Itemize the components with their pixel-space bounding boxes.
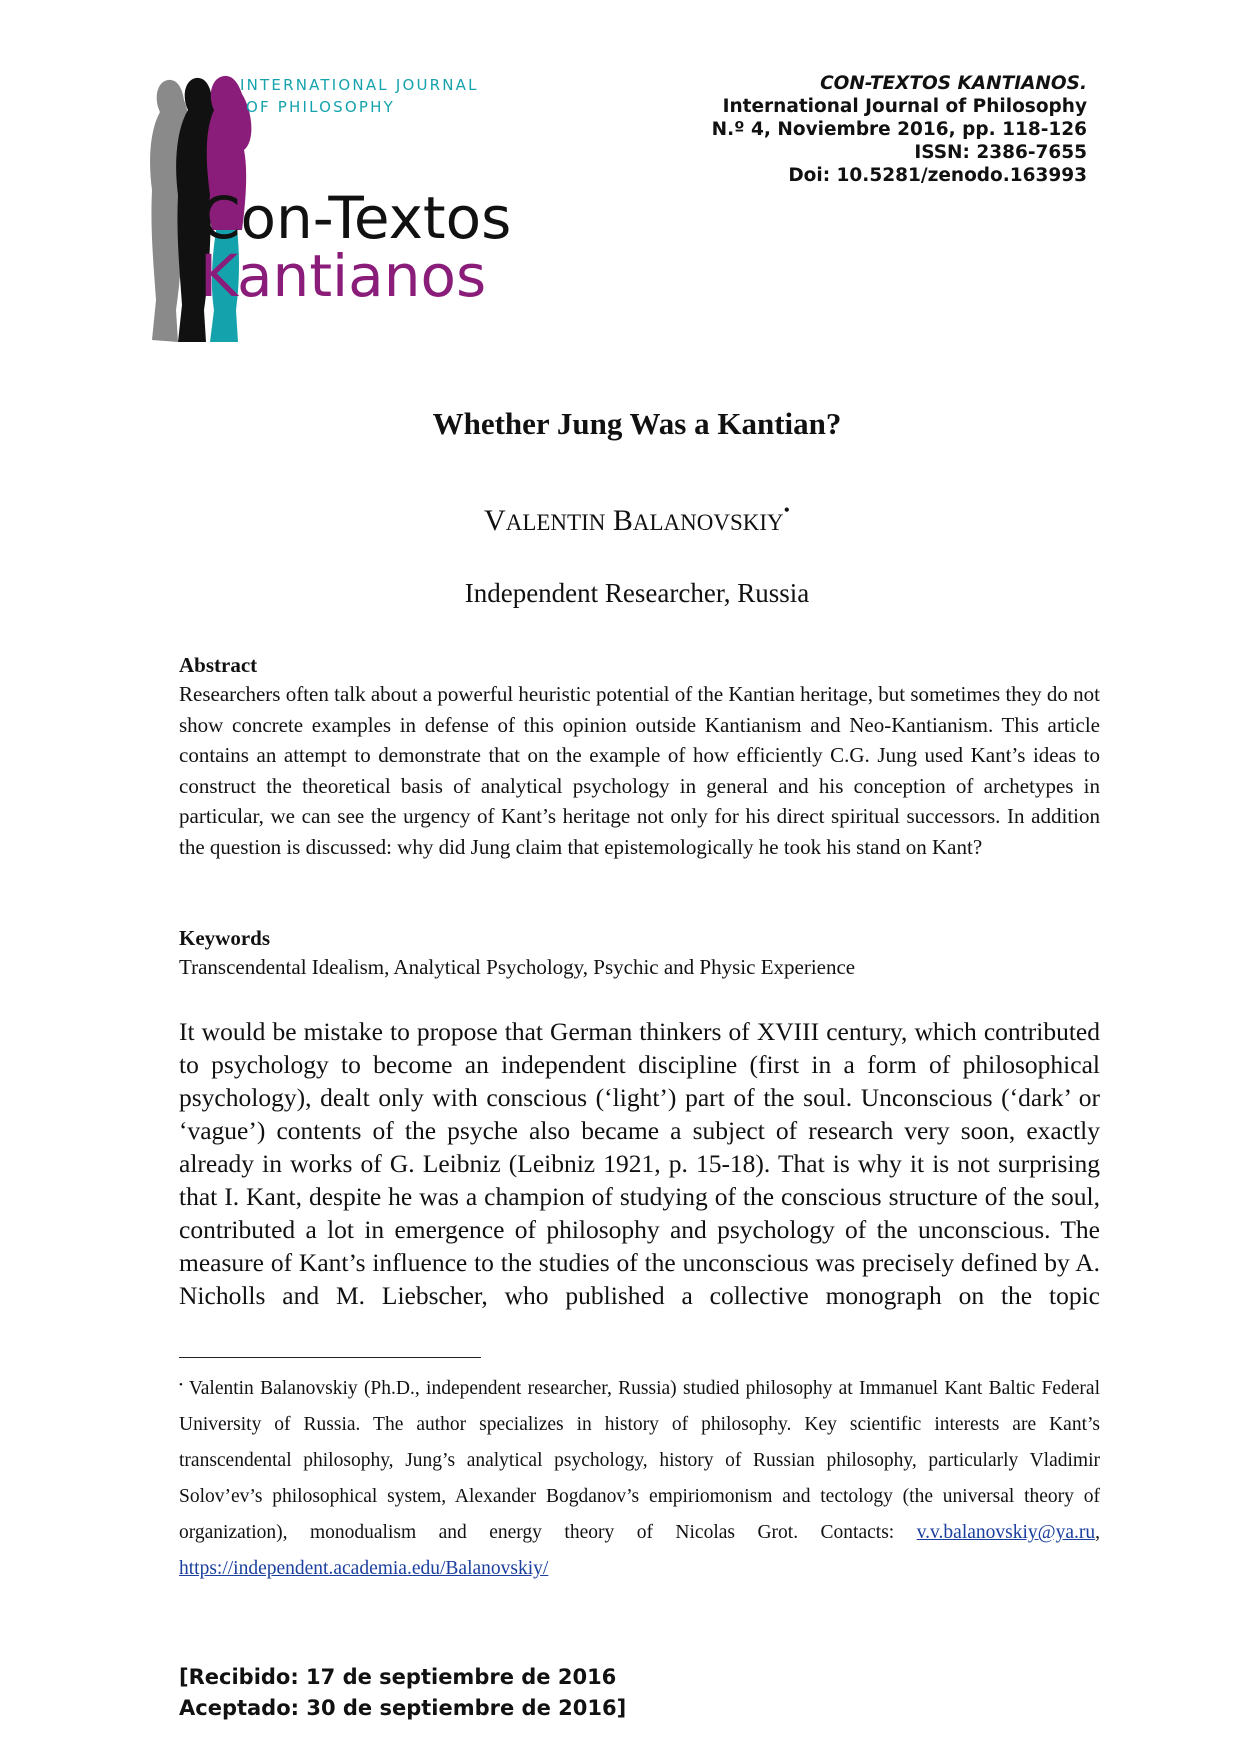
author-name <box>0 500 1241 538</box>
author-last-rest: ALANOVSKIY <box>632 510 784 535</box>
footnote-text: Valentin Balanovskiy (Ph.D., independent researcher, Russia) studied philosophy at Immanuel Kant Baltic Federal University of Russia. The author specializes in history of philosophy. Key scientific interests are Kant’s transcendental philosophy, Jung’s analytical psychology, history of Russian philosophy, particularly Vladimir Solov’ev’s philosophical system, Alexander Bogdanov’s empiriomonism and tectology (the universal theory of organization), monodualism and energy theory of Nicolas Grot. Contacts: <box>179 1378 1100 1543</box>
logo-line-2: OF PHILOSOPHY <box>246 98 395 116</box>
submission-dates <box>179 1662 626 1724</box>
logo-graphic <box>148 70 528 360</box>
issue-info: N.º 4, Noviembre 2016, pp. 118-126 <box>711 119 1087 140</box>
issn: ISSN: 2386-7655 <box>914 142 1087 163</box>
footnote-mark: • <box>179 1379 183 1391</box>
journal-name: CON-TEXTOS KANTIANOS. <box>820 73 1087 94</box>
keywords-heading: Keywords <box>179 926 270 950</box>
keywords-section <box>179 924 1100 983</box>
author-first-rest: ALENTIN <box>505 510 606 535</box>
author-footnote <box>179 1367 1100 1587</box>
footnote-divider <box>179 1357 481 1358</box>
journal-subtitle: International Journal of Philosophy <box>722 96 1087 117</box>
author-last-initial: B <box>612 504 633 537</box>
article-title: Whether Jung Was a Kantian? <box>432 406 842 441</box>
doi: Doi: 10.5281/zenodo.163993 <box>788 165 1087 186</box>
abstract-section <box>179 651 1100 862</box>
footnote-separator: , <box>1095 1522 1101 1543</box>
abstract-heading: Abstract <box>179 653 258 677</box>
author-affiliation: Independent Researcher, Russia <box>464 578 810 608</box>
logo-line-1: INTERNATIONAL JOURNAL <box>240 76 479 94</box>
logo-word-kantianos: Kantianos <box>200 242 487 310</box>
abstract-text: Researchers often talk about a powerful heuristic potential of the Kantian heritage, but sometimes they do not show concrete examples in defense of this opinion outside Kantianism and Neo-Kantianism. This article contains an attempt to demonstrate that on the example of how efficiently C.G. Jung used Kant’s ideas to construct the theoretical basis of analytical psychology in general and his conception of archetypes in particular, we can see the urgency of Kant’s heritage not only for his direct spiritual successors. In addition the question is discussed: why did Jung claim that epistemologically he took his stand on Kant? <box>179 682 1100 859</box>
keywords-text: Transcendental Idealism, Analytical Psychology, Psychic and Physic Experience <box>179 955 856 979</box>
journal-header <box>712 72 1087 187</box>
accepted-date: Aceptado: 30 de septiembre de 2016] <box>179 1696 627 1720</box>
received-date: [Recibido: 17 de septiembre de 2016 <box>179 1665 617 1689</box>
academia-profile-link[interactable]: https://independent.academia.edu/Balanovskiy/ <box>179 1558 549 1579</box>
body-paragraph: It would be mistake to propose that German thinkers of XVIII century, which contributed to psychology to become an independent discipline (first in a form of philosophical psychology), dealt only with conscious (‘light’) part of the soul. Unconscious (‘dark’ or ‘vague’) contents of the psyche also became a subject of research very soon, exactly already in works of G. Leibniz (Leibniz 1921, p. 15-18). That is why it is not surprising that I. Kant, despite he was a champion of studying of the conscious structure of the soul, contributed a lot in emergence of philosophy and psychology of the unconscious. The measure of Kant’s influence to the studies of the unconscious was precisely defined by A. Nicholls and M. Liebscher, who published a collective monograph on the topic <box>179 1017 1100 1310</box>
journal-logo <box>148 70 528 360</box>
footnote-marker[interactable]: • <box>783 500 790 520</box>
author-first-initial: V <box>484 504 506 537</box>
logo-word-contextos: Con-Textos <box>200 184 512 252</box>
author-email-link[interactable]: v.v.balanovskiy@ya.ru <box>916 1522 1096 1543</box>
